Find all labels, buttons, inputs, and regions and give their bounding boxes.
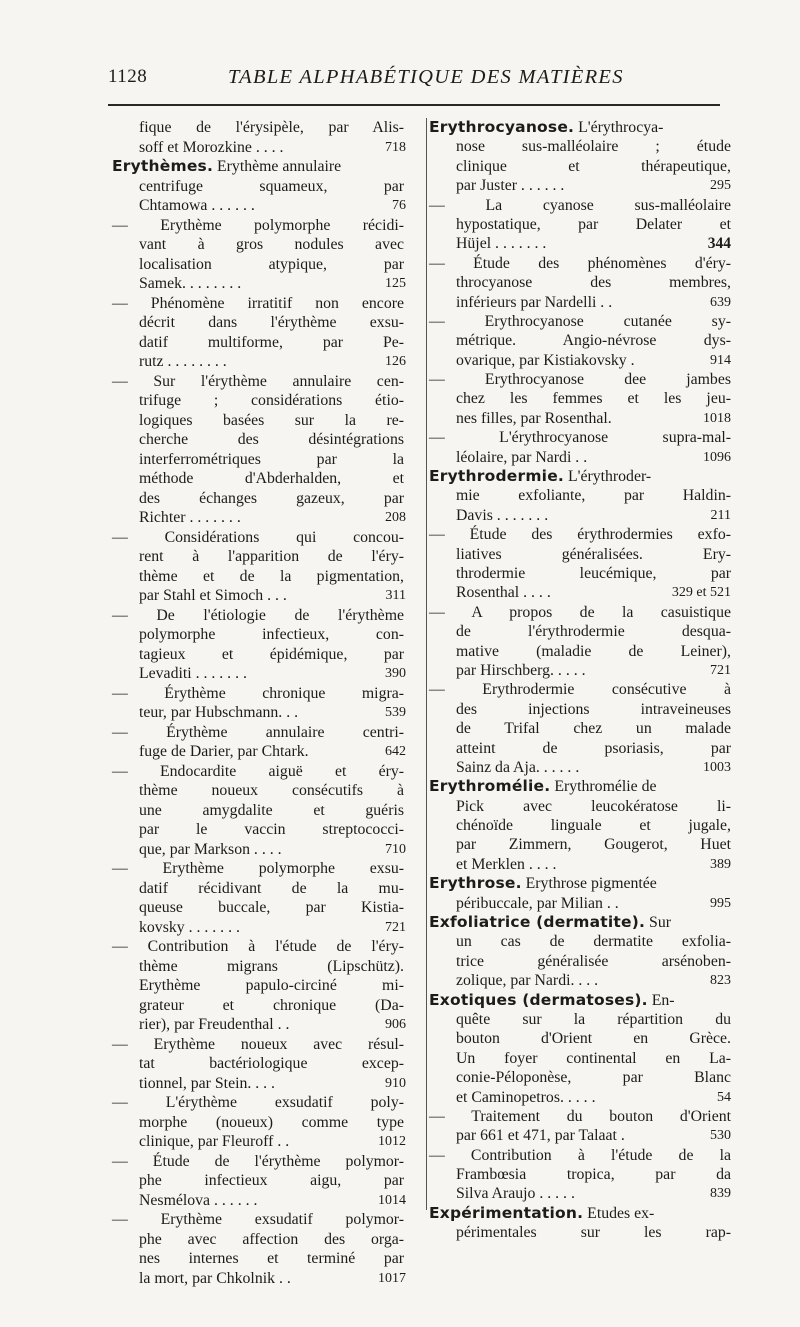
entry-text: — Étude des phénomènes d'éry- (429, 254, 731, 272)
index-entry-line (112, 489, 404, 509)
page-reference: 295 (710, 178, 731, 194)
page-reference: 1003 (703, 759, 731, 775)
index-heading-line (429, 467, 731, 486)
entry-text: thème noueux consécutifs à (139, 782, 404, 799)
index-entry-line (112, 138, 404, 158)
entry-text: et Merklen . . . . (456, 855, 557, 873)
entry-text: conie-Péloponèse, par Blanc (456, 1069, 731, 1087)
index-entry-line (112, 801, 404, 821)
entry-text: Sur (645, 914, 671, 932)
index-entry-line (429, 1126, 731, 1145)
index-entry-line (112, 625, 404, 645)
index-entry-line (429, 680, 731, 699)
entry-text: péribuccale, par Milian . . (456, 894, 619, 912)
index-entry-line (112, 567, 404, 587)
entry-text: — L'érythème exsudatif poly- (112, 1094, 404, 1111)
index-entry-line (112, 372, 404, 392)
entry-text: phe infectieux aigu, par (139, 1172, 404, 1189)
entry-text: thème migrans (Lipschütz). (139, 957, 404, 975)
index-entry-line (112, 508, 404, 528)
entry-text: par 661 et 471, par Talaat . (456, 1127, 625, 1145)
index-entry-line (429, 583, 731, 602)
index-entry-line (112, 859, 404, 879)
index-entry-line (112, 196, 404, 216)
index-entry-line (429, 1165, 731, 1184)
index-entry-line (112, 118, 404, 138)
index-entry-line (112, 528, 404, 548)
entry-text: Samek. . . . . . . . (139, 275, 242, 292)
index-entry-line (429, 448, 731, 467)
entry-heading: Erythrodermie. (429, 467, 564, 486)
page-reference: 539 (385, 705, 406, 720)
index-entry-line (429, 331, 731, 350)
index-entry-line (112, 1015, 404, 1035)
index-heading-line (429, 1204, 731, 1223)
index-entry-line (429, 137, 731, 156)
entry-text: mie exfoliante, par Haldin- (456, 487, 731, 505)
index-entry-line (429, 700, 731, 719)
entry-text: Erythème papulo-circiné mi- (139, 977, 404, 994)
entry-text: de l'érythrodermie desqua- (456, 623, 731, 641)
index-entry-line (429, 506, 731, 525)
entry-text: décrit dans l'érythème exsu- (139, 314, 404, 331)
entry-text: — Considérations qui concou- (112, 528, 404, 546)
entry-text: une amygdalite et guéris (139, 801, 404, 819)
entry-text: centrifuge squameux, par (139, 177, 404, 195)
entry-text: chénoïde linguale et jugale, (456, 817, 731, 835)
entry-text: — Érythème annulaire centri- (112, 723, 404, 741)
entry-heading: Expérimentation. (429, 1203, 584, 1222)
entry-text: trifuge ; considérations étio- (139, 392, 404, 409)
index-entry-line (112, 820, 404, 840)
index-entry-line (429, 1223, 731, 1242)
index-entry-line (112, 606, 404, 626)
entry-text: L'érythrocya- (574, 119, 664, 136)
index-entry-line (112, 216, 404, 236)
entry-text: rier), par Freudenthal . . (139, 1016, 290, 1033)
index-entry-line (429, 622, 731, 641)
entry-text: nose sus-malléolaire ; étude (456, 138, 731, 156)
index-entry-line (429, 758, 731, 777)
index-heading-line (429, 913, 731, 932)
entry-text: — Erythème exsudatif polymor- (112, 1211, 404, 1228)
index-entry-line (429, 1146, 731, 1165)
index-entry-line (429, 409, 731, 428)
index-entry-line (112, 1035, 404, 1055)
page-reference: 54 (717, 1089, 731, 1105)
entry-heading: Exfoliatrice (dermatite). (429, 913, 646, 932)
index-heading-line (429, 991, 731, 1010)
entry-text: — Phénomène irratitif non encore (112, 294, 404, 312)
index-entry-line (112, 274, 404, 294)
entry-text: Erythrose pigmentée (521, 875, 657, 893)
entry-text: de Trifal chez un malade (456, 720, 731, 738)
entry-text: vant à gros nodules avec (139, 236, 404, 253)
entry-heading: Exotiques (dermatoses). (429, 990, 648, 1009)
running-title: TABLE ALPHABÉTIQUE DES MATIÈRES (228, 66, 624, 88)
entry-text: — Traitement du bouton d'Orient (429, 1107, 731, 1125)
entry-text: nes internes et terminé par (139, 1250, 404, 1267)
index-entry-line (429, 273, 731, 292)
entry-text: la mort, par Chkolnik . . (139, 1269, 291, 1287)
index-entry-line (429, 1029, 731, 1048)
page-header (108, 66, 720, 96)
entry-text: ovarique, par Kistiakovsky . (456, 351, 635, 369)
index-entry-line (429, 932, 731, 951)
page-reference: 389 (710, 856, 731, 872)
index-entry-line (429, 486, 731, 505)
page-number: 1128 (108, 66, 148, 87)
page-reference: 914 (710, 352, 731, 368)
index-entry-line (429, 389, 731, 408)
page-reference: 910 (385, 1075, 406, 1091)
entry-text: tat bactériologique excep- (139, 1055, 404, 1072)
index-entry-line (429, 545, 731, 564)
page-reference: 1017 (378, 1270, 406, 1286)
page-reference: 906 (385, 1017, 406, 1032)
index-entry-line (112, 996, 404, 1016)
index-entry-line (429, 370, 731, 389)
entry-text: Rosenthal . . . . (456, 584, 551, 602)
index-entry-line (429, 894, 731, 913)
entry-text: des échanges gazeux, par (139, 489, 404, 507)
page-reference: 1018 (703, 410, 731, 426)
entry-text: — A propos de la casuistique (429, 603, 731, 621)
index-entry-line (429, 1049, 731, 1068)
entry-text: nes filles, par Rosenthal. (456, 409, 612, 427)
page-reference: 344 (707, 235, 731, 253)
page-reference: 1096 (703, 449, 731, 465)
page-reference: 839 (710, 1186, 731, 1202)
index-entry-line (112, 1093, 404, 1113)
index-entry-line (112, 937, 404, 957)
index-entry-line (112, 645, 404, 665)
index-entry-line (112, 957, 404, 977)
entry-text: datif multiforme, par Pe- (139, 333, 404, 351)
index-entry-line (112, 879, 404, 899)
entry-text: métrique. Angio-névrose dys- (456, 332, 731, 350)
entry-text: inférieurs par Nardelli . . (456, 293, 613, 311)
entry-text: Erythème annulaire (213, 158, 342, 175)
entry-text: quête sur la répartition du (456, 1010, 731, 1028)
entry-text: En- (647, 991, 675, 1009)
index-entry-line (429, 661, 731, 680)
index-entry-line (112, 547, 404, 567)
index-entry-line (429, 176, 731, 195)
entry-text: polymorphe infectieux, con- (139, 626, 404, 643)
entry-text: par le vaccin streptococci- (139, 821, 404, 838)
entry-text: — Étude de l'érythème polymor- (112, 1152, 404, 1170)
index-entry-line (112, 333, 404, 353)
index-entry-line (429, 971, 731, 990)
page-reference: 642 (385, 744, 406, 759)
index-entry-line (429, 234, 731, 253)
index-entry-line (429, 1088, 731, 1107)
entry-text: grateur et chronique (Da- (139, 996, 404, 1014)
page-reference: 639 (710, 294, 731, 310)
entry-text: par Stahl et Simoch . . . (139, 587, 287, 604)
page-reference: 329 et 521 (671, 585, 731, 601)
entry-text: Levaditi . . . . . . . (139, 665, 247, 682)
entry-text: tionnel, par Stein. . . . (139, 1074, 276, 1092)
entry-text: thème et de la pigmentation, (139, 567, 404, 585)
index-entry-line (112, 898, 404, 918)
entry-text: — Contribution à l'étude de la (429, 1146, 731, 1164)
entry-text: kovsky . . . . . . . (139, 918, 240, 936)
entry-text: — Erythrocyanose cutanée sy- (429, 312, 731, 330)
entry-text: et Caminopetros. . . . . (456, 1088, 596, 1106)
index-entry-line (429, 855, 731, 874)
index-entry-line (112, 255, 404, 275)
index-entry-line (429, 196, 731, 215)
entry-text: — Sur l'érythème annulaire cen- (112, 372, 404, 390)
entry-text: par Juster . . . . . . (456, 177, 565, 195)
entry-text: — Érythème chronique migra- (112, 684, 404, 702)
entry-text: Frambœsia tropica, par da (456, 1166, 731, 1184)
entry-text: périmentales sur les rap- (456, 1224, 731, 1242)
entry-text: clinique, par Fleuroff . . (139, 1133, 290, 1150)
entry-heading: Erythèmes. (112, 157, 214, 175)
entry-text: teur, par Hubschmann. . . (139, 704, 299, 721)
page-reference: 390 (385, 666, 406, 681)
index-entry-line (429, 215, 731, 234)
index-entry-line (112, 918, 404, 938)
entry-heading: Erythromélie. (429, 777, 551, 796)
index-entry-line (429, 603, 731, 622)
index-entry-line (112, 430, 404, 450)
entry-text: queuse buccale, par Kistia- (139, 899, 404, 916)
entry-text: mative (maladie de Leiner), (456, 642, 731, 660)
entry-text: morphe (noueux) comme type (139, 1113, 404, 1131)
index-heading-line (429, 118, 731, 137)
entry-heading: Erythrose. (429, 874, 522, 893)
index-entry-line (112, 391, 404, 411)
index-entry-line (112, 1113, 404, 1133)
entry-text: — Erythème noueux avec résul- (112, 1035, 404, 1053)
index-entry-line (112, 469, 404, 489)
entry-text: — Contribution à l'étude de l'éry- (112, 938, 404, 955)
entry-text: fique de l'érysipèle, par Alis- (139, 119, 404, 136)
entry-text: — Endocardite aiguë et éry- (112, 762, 404, 780)
index-entry-line (112, 1191, 404, 1211)
entry-text: localisation atypique, par (139, 255, 404, 273)
index-entry-line (112, 1230, 404, 1250)
entry-text: — Erythème polymorphe récidi- (112, 216, 404, 234)
entry-text: rent à l'apparition de l'éry- (139, 548, 404, 565)
index-entry-line (429, 719, 731, 738)
index-entry-line (112, 781, 404, 801)
page-reference: 126 (385, 354, 406, 369)
index-entry-line (112, 840, 404, 860)
entry-text: Erythromélie de (550, 778, 657, 796)
index-entry-line (112, 684, 404, 704)
index-entry-line (429, 835, 731, 854)
page-reference: 721 (385, 919, 406, 935)
index-entry-line (112, 742, 404, 762)
index-entry-line (112, 1054, 404, 1074)
right-column (426, 118, 731, 1242)
entry-text: Pick avec leucokératose li- (456, 797, 731, 815)
index-entry-line (112, 586, 404, 606)
index-entry-line (429, 739, 731, 758)
entry-text: — La cyanose sus-malléolaire (429, 196, 731, 214)
index-entry-line (112, 664, 404, 684)
entry-text: trice généralisée arsénoben- (456, 952, 731, 970)
index-entry-line (112, 762, 404, 782)
entry-text: Richter . . . . . . . (139, 509, 241, 526)
entry-text: méthode d'Abderhalden, et (139, 470, 404, 487)
entry-text: par Zimmern, Gougerot, Huet (456, 836, 731, 854)
entry-text: L'érythroder- (564, 468, 652, 486)
entry-text: Nesmélova . . . . . . (139, 1191, 258, 1209)
entry-text: un cas de dermatite exfolia- (456, 933, 731, 951)
entry-text: — L'érythrocyanose supra-mal- (429, 429, 731, 447)
index-entry-line (429, 157, 731, 176)
entry-text: chez les femmes et les jeu- (456, 390, 731, 408)
entry-text: par Hirschberg. . . . . (456, 661, 586, 679)
page-reference: 718 (385, 139, 406, 155)
index-entry-line (429, 642, 731, 661)
left-column (112, 118, 404, 1288)
index-entry-line (429, 1010, 731, 1029)
entry-text: Etudes ex- (583, 1204, 655, 1222)
index-entry-line (429, 816, 731, 835)
index-heading-line (429, 874, 731, 893)
index-entry-line (429, 952, 731, 971)
entry-text: interferrométriques par la (139, 450, 404, 468)
index-entry-line (429, 351, 731, 370)
entry-text: soff et Morozkine . . . . (139, 138, 284, 156)
index-entry-line (112, 1249, 404, 1269)
index-entry-line (112, 1269, 404, 1289)
index-entry-line (112, 411, 404, 431)
entry-text: — Erythrocyanose dee jambes (429, 371, 731, 389)
index-entry-line (112, 703, 404, 723)
entry-text: — De l'étiologie de l'érythème (112, 606, 404, 624)
entry-text: — Étude des érythrodermies exfo- (429, 526, 731, 544)
page-reference: 995 (710, 895, 731, 911)
index-entry-line (112, 177, 404, 197)
entry-text: bouton d'Orient en Grèce. (456, 1030, 731, 1048)
index-entry-line (112, 450, 404, 470)
header-rule (108, 104, 720, 106)
entry-text: logiques basées sur la re- (139, 411, 404, 429)
index-entry-line (112, 294, 404, 314)
page-reference: 1014 (378, 1192, 406, 1208)
page-reference: 710 (385, 841, 406, 857)
entry-text: — Erythrodermie consécutive à (429, 681, 731, 699)
index-entry-line (112, 1074, 404, 1094)
page-reference: 1012 (378, 1134, 406, 1149)
entry-text: fuge de Darier, par Chtark. (139, 743, 309, 760)
entry-text: atteint de psoriasis, par (456, 739, 731, 757)
index-entry-line (429, 428, 731, 447)
index-entry-line (429, 1184, 731, 1203)
index-heading-line (112, 157, 404, 177)
index-entry-line (112, 976, 404, 996)
index-entry-line (112, 1210, 404, 1230)
page-reference: 530 (710, 1128, 731, 1144)
entry-text: Chtamowa . . . . . . (139, 197, 255, 214)
entry-text: rutz . . . . . . . . (139, 353, 227, 370)
entry-text: throdermie leucémique, par (456, 564, 731, 582)
index-entry-line (429, 1107, 731, 1126)
index-heading-line (429, 777, 731, 796)
page-reference: 211 (710, 507, 731, 523)
page-reference: 76 (392, 198, 406, 213)
index-entry-line (112, 1171, 404, 1191)
index-entry-line (112, 235, 404, 255)
entry-text: Davis . . . . . . . (456, 506, 549, 524)
entry-text: clinique et thérapeutique, (456, 157, 731, 175)
index-entry-line (112, 352, 404, 372)
entry-text: Sainz da Aja. . . . . . (456, 758, 580, 776)
entry-text: tagieux et épidémique, par (139, 645, 404, 663)
index-entry-line (429, 1068, 731, 1087)
entry-text: liatives généralisées. Ery- (456, 545, 731, 563)
page-reference: 208 (385, 510, 406, 525)
index-entry-line (112, 1132, 404, 1152)
index-entry-line (429, 564, 731, 583)
page-reference: 311 (385, 588, 406, 603)
entry-text: des injections intraveineuses (456, 700, 731, 718)
index-entry-line (112, 723, 404, 743)
page-reference: 823 (710, 973, 731, 989)
entry-text: cherche des désintégrations (139, 431, 404, 448)
index-entry-line (429, 293, 731, 312)
entry-text: hypostatique, par Delater et (456, 215, 731, 233)
entry-text: phe avec affection des orga- (139, 1230, 404, 1248)
entry-text: — Erythème polymorphe exsu- (112, 860, 404, 877)
entry-text: Un foyer continental en La- (456, 1049, 731, 1067)
index-entry-line (112, 1152, 404, 1172)
entry-text: Hüjel . . . . . . . (456, 235, 547, 253)
entry-heading: Erythrocyanose. (429, 118, 575, 136)
index-entry-line (429, 797, 731, 816)
entry-text: zolique, par Nardi. . . . (456, 972, 599, 990)
entry-text: léolaire, par Nardi . . (456, 448, 588, 466)
entry-text: throcyanose des membres, (456, 274, 731, 292)
entry-text: que, par Markson . . . . (139, 840, 282, 858)
index-entry-line (429, 525, 731, 544)
index-entry-line (429, 312, 731, 331)
entry-text: datif récidivant de la mu- (139, 879, 404, 897)
page-reference: 721 (710, 662, 731, 678)
entry-text: Silva Araujo . . . . . (456, 1185, 575, 1203)
index-entry-line (429, 254, 731, 273)
page-reference: 125 (385, 276, 406, 291)
index-entry-line (112, 313, 404, 333)
